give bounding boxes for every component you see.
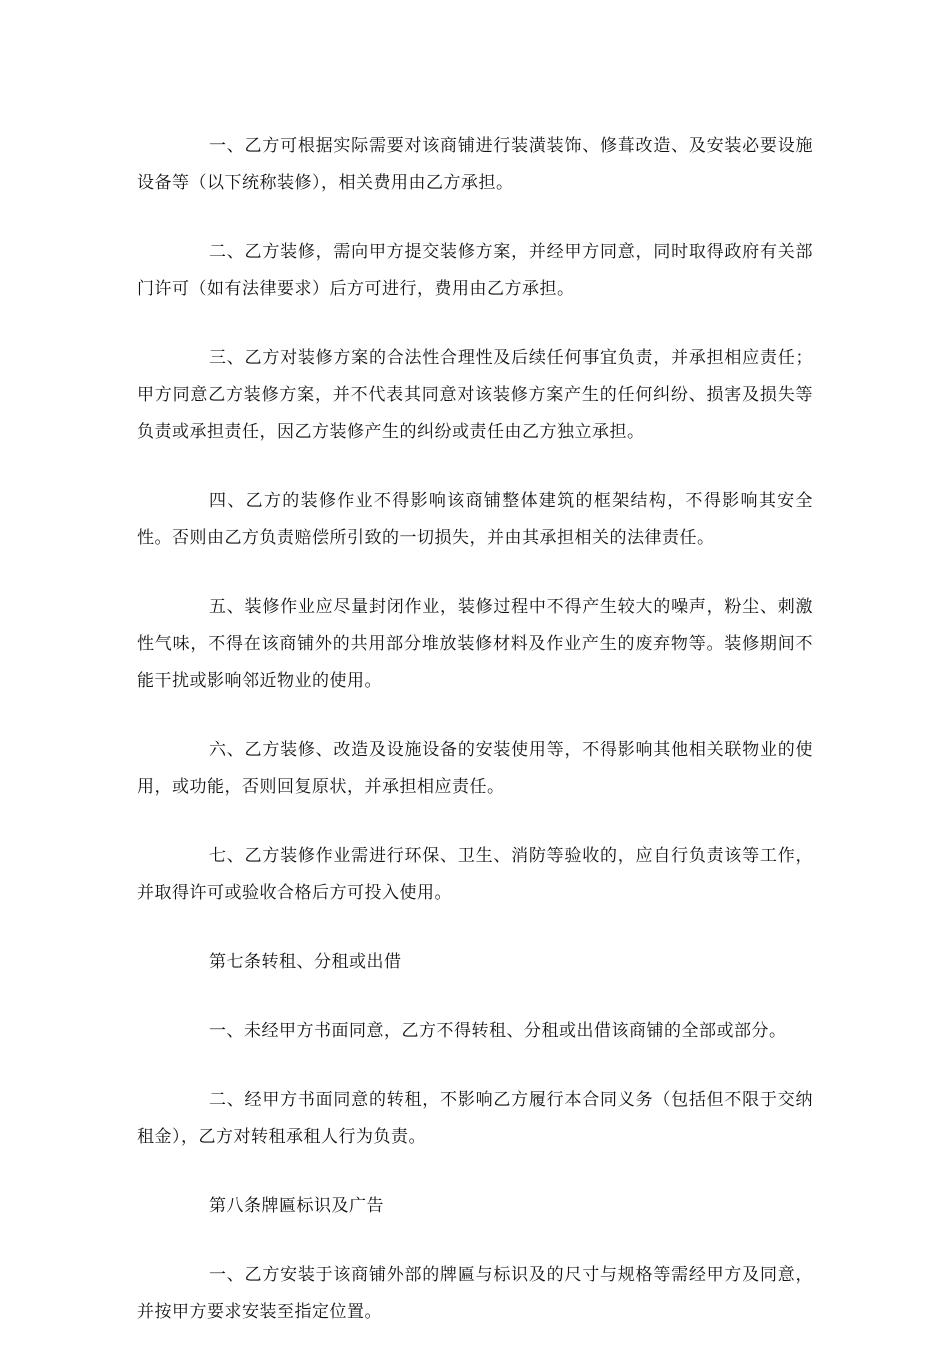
section-heading-article-7: 第七条转租、分租或出借 — [209, 952, 402, 972]
paragraph-renovation-6: 六、乙方装修、改造及设施设备的安装使用等，不得影响其他相关联物业的使用，或功能，否则回复原状，并承担相应责任。 — [137, 740, 813, 797]
paragraph-renovation-4: 四、乙方的装修作业不得影响该商铺整体建筑的框架结构，不得影响其安全性。否则由乙方负责赔偿所引致的一切损失，并由其承担相关的法律责任。 — [137, 491, 813, 548]
document-page — [137, 128, 813, 1363]
paragraph-sublease-1: 一、未经甲方书面同意，乙方不得转租、分租或出借该商铺的全部或部分。 — [209, 1021, 787, 1041]
paragraph-renovation-5: 五、装修作业应尽量封闭作业，装修过程中不得产生较大的噪声，粉尘、刺激性气味，不得在该商铺外的共用部分堆放装修材料及作业产生的废弃物等。装修期间不能干扰或影响邻近物业的使用。 — [137, 597, 813, 691]
section-heading-article-8: 第八条牌匾标识及广告 — [209, 1196, 384, 1216]
paragraph-signage-1: 一、乙方安装于该商铺外部的牌匾与标识及的尺寸与规格等需经甲方及同意，并按甲方要求安装至指定位置。 — [137, 1265, 813, 1322]
paragraph-renovation-1: 一、乙方可根据实际需要对该商铺进行装潢装饰、修葺改造、及安装必要设施设备等（以下统称装修），相关费用由乙方承担。 — [137, 136, 813, 193]
paragraph-sublease-2: 二、经甲方书面同意的转租，不影响乙方履行本合同义务（包括但不限于交纳租金），乙方对转租承租人行为负责。 — [137, 1090, 813, 1147]
paragraph-renovation-7: 七、乙方装修作业需进行环保、卫生、消防等验收的，应自行负责该等工作，并取得许可或验收合格后方可投入使用。 — [137, 846, 813, 903]
paragraph-renovation-3: 三、乙方对装修方案的合法性合理性及后续任何事宜负责，并承担相应责任；甲方同意乙方装修方案，并不代表其同意对该装修方案产生的任何纠纷、损害及损失等负责或承担责任，因乙方装修产生的纠纷或责任由乙方独立承担。 — [137, 348, 813, 442]
paragraph-renovation-2: 二、乙方装修，需向甲方提交装修方案，并经甲方同意，同时取得政府有关部门许可（如有法律要求）后方可进行，费用由乙方承担。 — [137, 242, 813, 299]
